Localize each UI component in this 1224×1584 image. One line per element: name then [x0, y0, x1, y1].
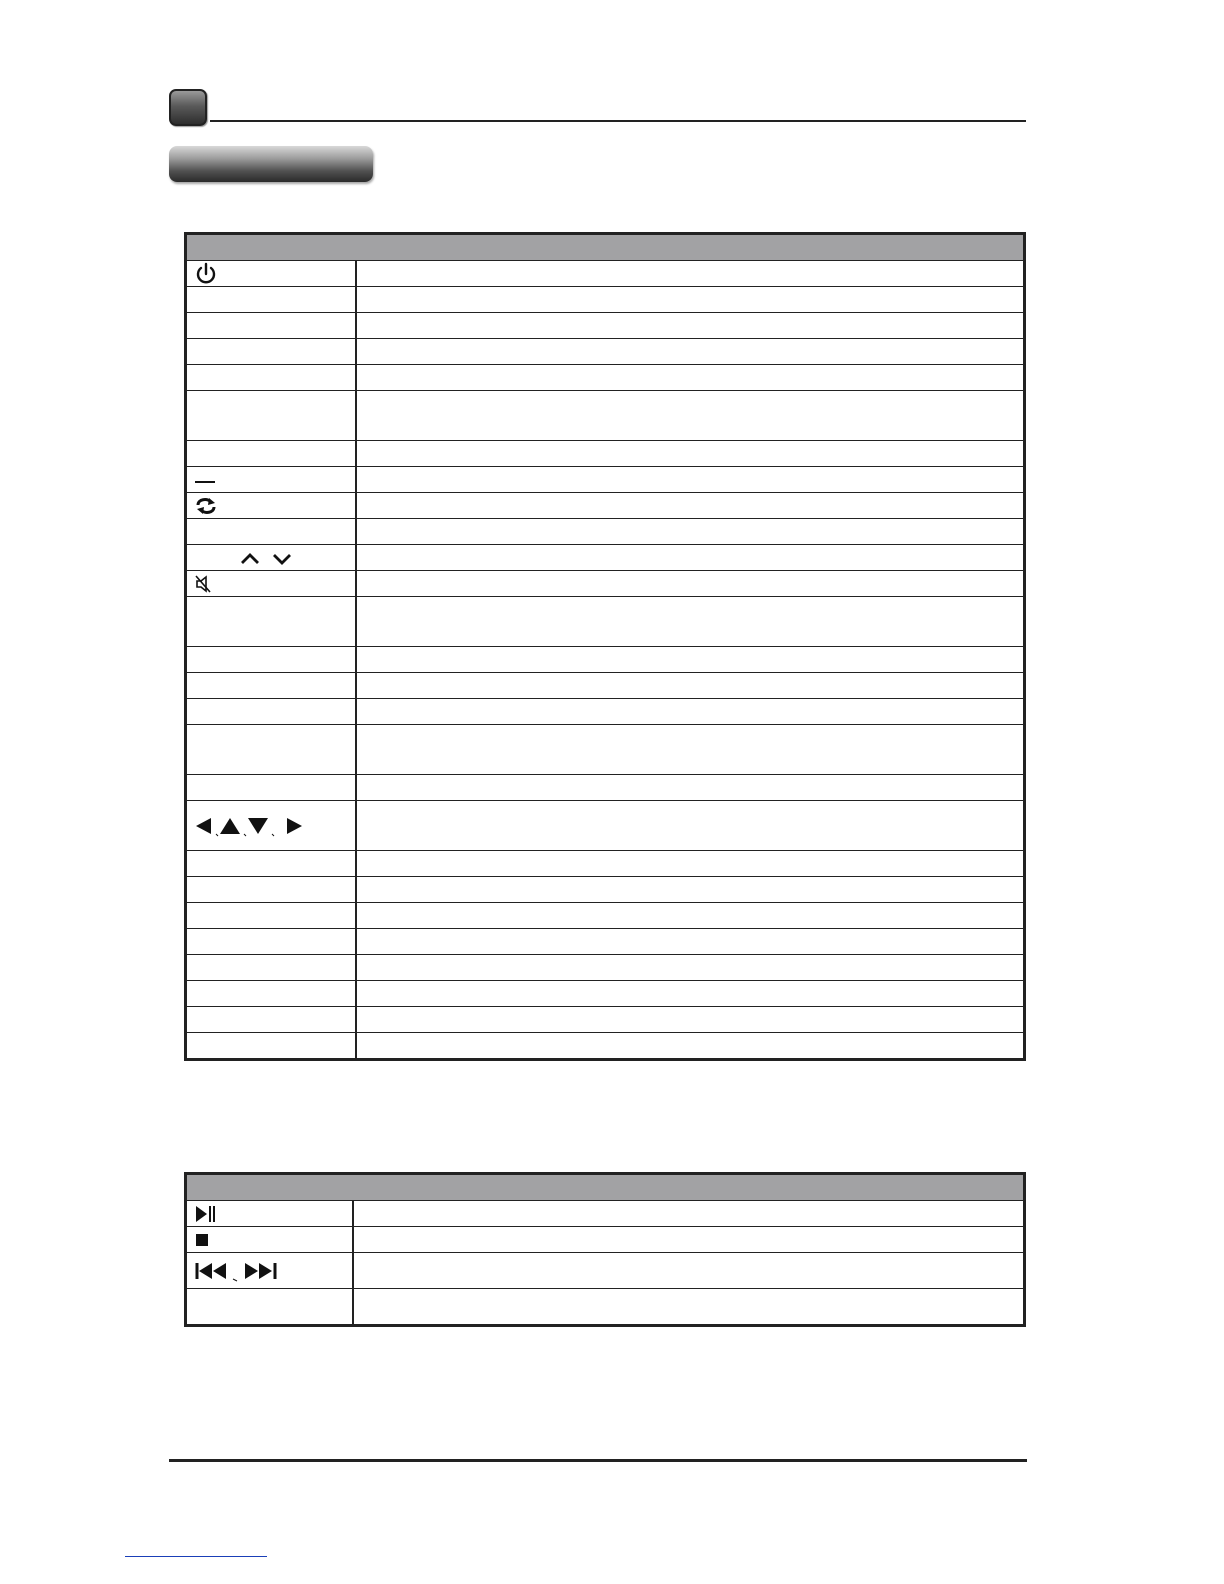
stop-icon	[193, 1231, 211, 1249]
key-cell	[186, 519, 356, 545]
key-cell	[186, 877, 356, 903]
table-row	[186, 261, 1025, 287]
table-row	[186, 365, 1025, 391]
footer-link-underline[interactable]	[125, 1556, 267, 1557]
table-row	[186, 391, 1025, 441]
description-cell	[356, 1007, 1025, 1033]
key-cell	[186, 955, 356, 981]
table-header-cell	[186, 1174, 1025, 1201]
key-cell	[186, 261, 356, 287]
key-cell	[186, 851, 356, 877]
table-row	[186, 1289, 1025, 1326]
table-header-row	[186, 234, 1025, 261]
section-tab	[169, 146, 373, 182]
key-cell	[186, 673, 356, 699]
table-row	[186, 571, 1025, 597]
key-cell	[186, 339, 356, 365]
table-row	[186, 775, 1025, 801]
skip-previous-next-icon	[193, 1260, 283, 1282]
table-row	[186, 877, 1025, 903]
table-row	[186, 1033, 1025, 1060]
description-cell	[356, 571, 1025, 597]
chapter-badge-icon	[169, 89, 207, 126]
arrow-keys-icon	[193, 815, 305, 837]
recall-icon	[193, 496, 219, 516]
key-cell	[186, 1253, 353, 1289]
table-row	[186, 801, 1025, 851]
channel-up-down-icon	[237, 549, 297, 567]
description-cell	[356, 493, 1025, 519]
description-cell	[356, 441, 1025, 467]
table-header-row	[186, 1174, 1025, 1201]
description-cell	[356, 775, 1025, 801]
table-row	[186, 647, 1025, 673]
table-row	[186, 725, 1025, 775]
key-cell	[186, 981, 356, 1007]
key-cell	[186, 929, 356, 955]
description-cell	[356, 313, 1025, 339]
remote-keys-table	[184, 232, 1026, 1061]
table-row	[186, 699, 1025, 725]
description-cell	[356, 261, 1025, 287]
table-row	[186, 1007, 1025, 1033]
table-row	[186, 597, 1025, 647]
description-cell	[356, 699, 1025, 725]
key-cell	[186, 287, 356, 313]
power-icon	[193, 262, 219, 286]
description-cell	[356, 851, 1025, 877]
description-cell	[356, 1033, 1025, 1060]
key-cell	[186, 725, 356, 775]
table-row	[186, 1227, 1025, 1253]
table-row	[186, 1201, 1025, 1227]
key-cell	[186, 441, 356, 467]
description-cell	[356, 903, 1025, 929]
key-cell	[186, 313, 356, 339]
table-row	[186, 441, 1025, 467]
key-cell	[186, 801, 356, 851]
key-cell	[186, 365, 356, 391]
key-cell	[186, 1227, 353, 1253]
description-cell	[356, 673, 1025, 699]
description-cell	[353, 1253, 1025, 1289]
key-cell	[186, 1033, 356, 1060]
table-row	[186, 467, 1025, 493]
table-row	[186, 929, 1025, 955]
key-cell	[186, 391, 356, 441]
key-cell	[186, 903, 356, 929]
key-cell	[186, 699, 356, 725]
footer-rule	[169, 1459, 1027, 1462]
description-cell	[356, 725, 1025, 775]
table-row	[186, 493, 1025, 519]
description-cell	[356, 929, 1025, 955]
table-row	[186, 545, 1025, 571]
mute-icon	[193, 574, 215, 594]
table-row	[186, 955, 1025, 981]
key-cell	[186, 647, 356, 673]
description-cell	[356, 597, 1025, 647]
table-row	[186, 339, 1025, 365]
table-row	[186, 673, 1025, 699]
key-cell	[186, 467, 356, 493]
table-row	[186, 287, 1025, 313]
description-cell	[356, 365, 1025, 391]
dash-icon	[193, 473, 217, 487]
description-cell	[356, 287, 1025, 313]
description-cell	[356, 391, 1025, 441]
table-row	[186, 981, 1025, 1007]
description-cell	[356, 519, 1025, 545]
table-row	[186, 519, 1025, 545]
description-cell	[353, 1201, 1025, 1227]
description-cell	[356, 467, 1025, 493]
play-pause-icon	[193, 1204, 217, 1224]
description-cell	[356, 545, 1025, 571]
key-cell	[186, 493, 356, 519]
key-cell	[186, 571, 356, 597]
table-header-cell	[186, 234, 1025, 261]
key-cell	[186, 775, 356, 801]
description-cell	[353, 1289, 1025, 1326]
header-rule	[210, 120, 1026, 122]
key-cell	[186, 545, 356, 571]
description-cell	[356, 877, 1025, 903]
key-cell	[186, 1289, 353, 1326]
key-cell	[186, 1201, 353, 1227]
description-cell	[356, 339, 1025, 365]
description-cell	[353, 1227, 1025, 1253]
media-keys-table	[184, 1172, 1026, 1327]
key-cell	[186, 1007, 356, 1033]
key-cell	[186, 597, 356, 647]
description-cell	[356, 647, 1025, 673]
table-row	[186, 313, 1025, 339]
table-row	[186, 851, 1025, 877]
description-cell	[356, 801, 1025, 851]
description-cell	[356, 955, 1025, 981]
description-cell	[356, 981, 1025, 1007]
table-row	[186, 1253, 1025, 1289]
table-row	[186, 903, 1025, 929]
